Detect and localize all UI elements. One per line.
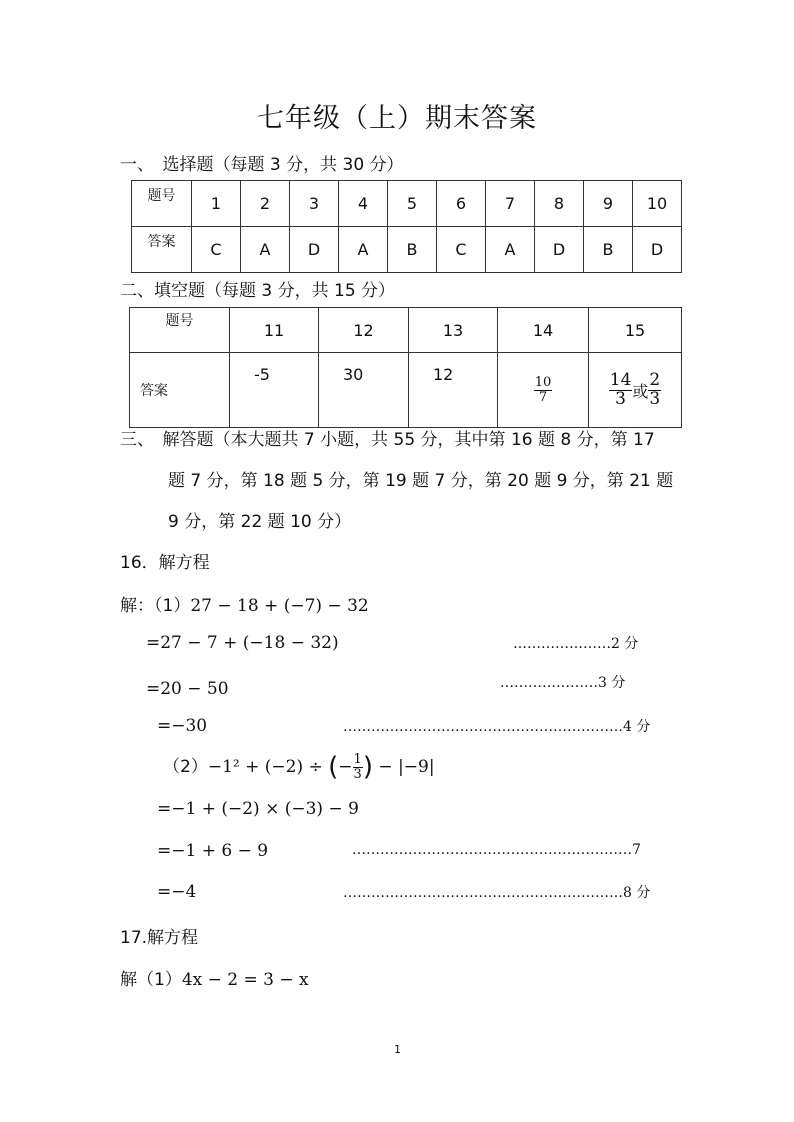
q16-line4: =−30 (157, 716, 208, 736)
question-number-cell: 12 (319, 308, 409, 353)
answer-cell: D (633, 227, 682, 273)
answer-cell: D (290, 227, 339, 273)
question-number-cell: 2 (241, 181, 290, 227)
answer-cell: 30 (319, 353, 409, 428)
table-row (132, 227, 682, 273)
question-number-cell: 15 (589, 308, 682, 353)
answer-cell: A (339, 227, 388, 273)
fraction-numerator: 10 (534, 374, 552, 390)
section2-heading: 二、填空题（每题 3 分，共 15 分） (120, 281, 396, 301)
question-number-cell: 4 (339, 181, 388, 227)
table-row (130, 353, 682, 428)
section3-heading-line1: 三、 解答题（本大题共 7 小题，共 55 分，其中第 16 题 8 分，第 17 (120, 430, 655, 450)
score-leader: …………………3 分 (500, 675, 626, 691)
fraction-denominator: 3 (353, 767, 362, 782)
q16-title: 16．解方程 (120, 553, 210, 573)
row-label-answer: 答案 (132, 227, 192, 273)
q16-line1 (120, 591, 369, 616)
answer-cell: B (584, 227, 633, 273)
answer-cell: A (486, 227, 535, 273)
fraction-numerator: 14 (609, 369, 632, 390)
q16-line2: =27 − 7 + (−18 − 32) (146, 633, 339, 653)
minus-sign: − (338, 757, 353, 777)
math-expression: 4x − 2 = 3 − x (181, 970, 309, 990)
question-number-cell: 5 (388, 181, 437, 227)
answer-cell (498, 353, 589, 428)
section3-heading-line3: 9 分，第 22 题 10 分） (168, 512, 352, 532)
close-paren: ) (362, 752, 373, 782)
question-number-cell: 10 (633, 181, 682, 227)
solution-prefix: 解（1） (120, 970, 182, 990)
question-number-cell: 7 (486, 181, 535, 227)
question-number-cell: 1 (192, 181, 241, 227)
q17-line1 (120, 965, 309, 990)
question-number-cell: 8 (535, 181, 584, 227)
question-number-cell: 13 (409, 308, 498, 353)
answer-cell (589, 353, 682, 428)
fraction (353, 753, 363, 781)
math-expression: − |−9| (372, 757, 435, 777)
fraction (648, 369, 661, 409)
answer-cell: C (192, 227, 241, 273)
q17-title: 17.解方程 (120, 928, 199, 948)
row-label-question: 题号 (132, 181, 192, 227)
score-leader: …………………2 分 (513, 636, 639, 652)
math-expression: −1² + (−2) ÷ (207, 757, 329, 777)
question-number-cell: 6 (437, 181, 486, 227)
open-paren: ( (328, 752, 339, 782)
solution-prefix: 解：（1） (120, 596, 191, 616)
page-number: 1 (394, 1043, 401, 1056)
answer-cell: A (241, 227, 290, 273)
question-number-cell: 14 (498, 308, 589, 353)
answer-cell: B (388, 227, 437, 273)
fraction (609, 369, 633, 409)
answer-cell: C (437, 227, 486, 273)
table-row (132, 181, 682, 227)
math-expression: 27 − 18 + (−7) − 32 (190, 596, 369, 616)
q16-line3: =20 − 50 (146, 679, 229, 699)
q16-line6: =−1 + (−2) × (−3) − 9 (157, 799, 359, 819)
q16-line5 (163, 752, 435, 782)
question-number-cell: 11 (230, 308, 319, 353)
section1-heading: 一、 选择题（每题 3 分，共 30 分） (120, 155, 404, 175)
row-label-answer: 答案 (130, 353, 230, 428)
fraction-denominator: 3 (649, 388, 661, 409)
answer-cell: D (535, 227, 584, 273)
q16-line8: =−4 (157, 882, 197, 902)
fill-blank-answer-table (129, 307, 682, 428)
page-title: 七年级（上）期末答案 (257, 103, 537, 134)
fraction-denominator: 7 (538, 389, 548, 405)
section3-heading-line2: 题 7 分，第 18 题 5 分，第 19 题 7 分，第 20 题 9 分，第 21 题 (168, 471, 674, 491)
answer-cell: 12 (409, 353, 498, 428)
fraction-numerator: 1 (353, 752, 362, 768)
fraction-denominator: 3 (615, 388, 626, 409)
choice-answer-table (131, 180, 682, 273)
part-prefix: （2） (163, 757, 208, 777)
or-text: 或 (632, 381, 649, 401)
score-leader: ……………………………………………………8 分 (343, 885, 651, 901)
table-row (130, 308, 682, 353)
score-leader: ……………………………………………………4 分 (343, 719, 651, 735)
question-number-cell: 9 (584, 181, 633, 227)
q16-line7: =−1 + 6 − 9 (157, 841, 269, 861)
fraction (534, 376, 553, 404)
answer-cell: -5 (230, 353, 319, 428)
score-leader: ……………………………………………………7 (352, 842, 641, 858)
fraction-numerator: 2 (649, 369, 661, 390)
question-number-cell: 3 (290, 181, 339, 227)
row-label-question: 题号 (130, 308, 230, 353)
